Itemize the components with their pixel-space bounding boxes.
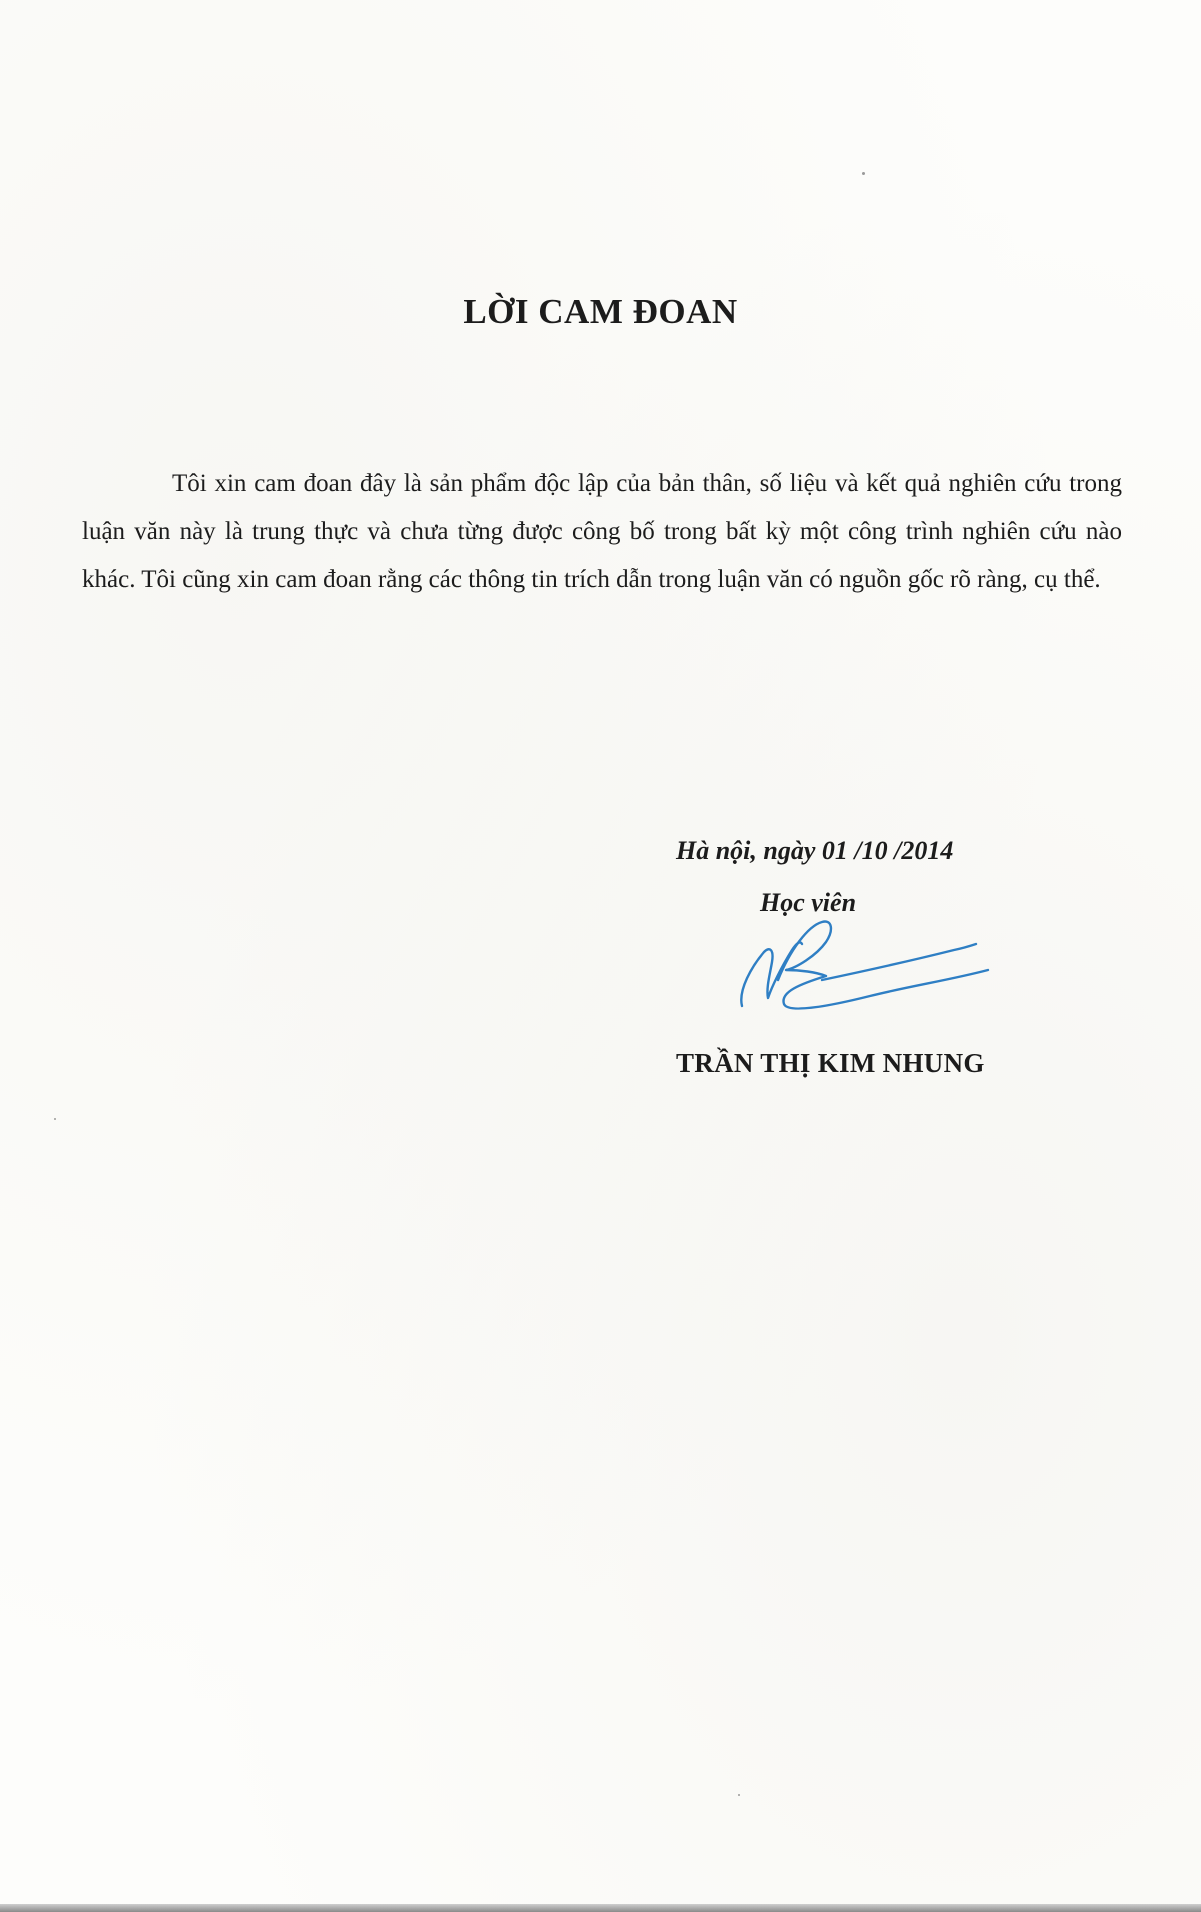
document-title: LỜI CAM ĐOAN — [463, 292, 738, 331]
handwritten-signature — [730, 910, 990, 1030]
scan-bottom-edge — [0, 1904, 1201, 1912]
declaration-paragraph: Tôi xin cam đoan đây là sản phẩm độc lập của bản thân, số liệu và kết quả nghiên cứu trong luận văn này là trung thực và chưa từng được công bố trong bất kỳ một công trình nghiên cứu nào khác. Tôi cũng xin cam đoan rằng các thông tin trích dẫn trong luận văn có nguồn gốc rõ ràng, cụ thể. — [82, 470, 1122, 593]
signer-name: TRẦN THỊ KIM NHUNG — [676, 1048, 985, 1078]
scan-speck — [54, 1118, 56, 1120]
scan-speck — [862, 172, 865, 175]
signer-role: Học viên — [760, 888, 857, 917]
place-date: Hà nội, ngày 01 /10 /2014 — [676, 836, 954, 865]
scan-speck — [738, 1794, 740, 1796]
